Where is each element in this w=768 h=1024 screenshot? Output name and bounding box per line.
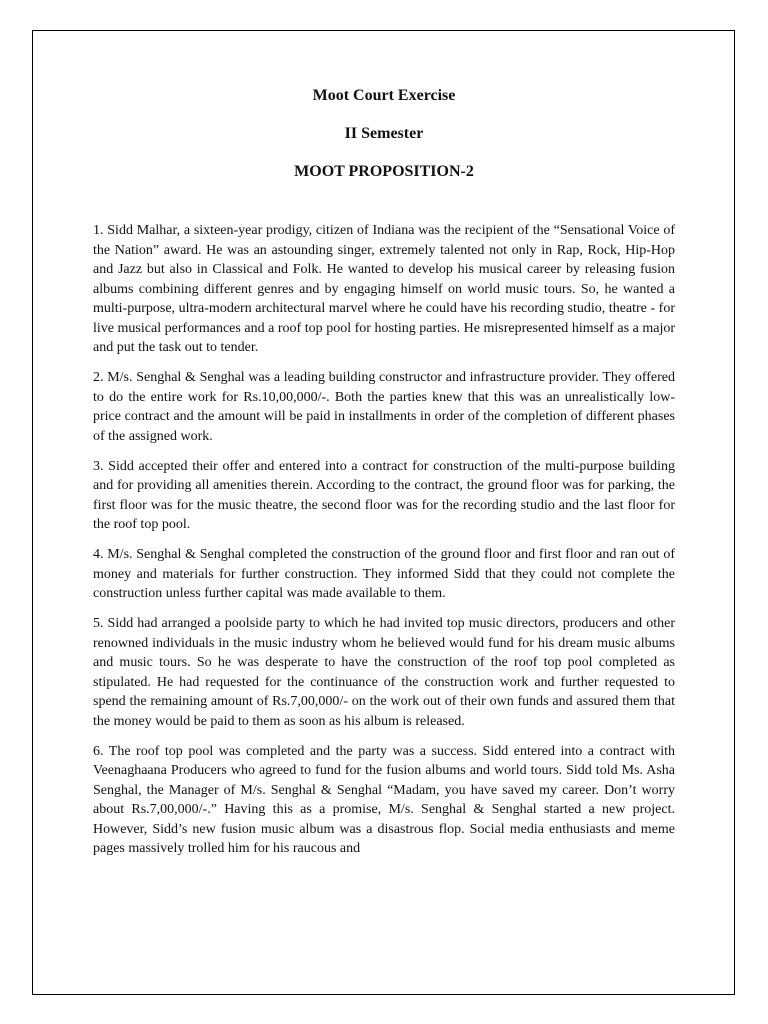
proposition-heading: MOOT PROPOSITION-2 — [294, 163, 474, 180]
paragraph-2: 2. M/s. Senghal & Senghal was a leading building constructor and infrastructure provider. They offered to do the entire work for Rs.10,00,000/-. Both the parties knew that this was an unrealistically low-price contract and the amount will be paid in installments in order of the completion of different phases of the assigned work. — [93, 370, 675, 444]
document-title: Moot Court Exercise — [312, 87, 456, 104]
semester-heading: II Semester — [344, 125, 424, 142]
paragraph-3: 3. Sidd accepted their offer and entered into a contract for construction of the multi-purpose building and for providing all amenities therein. According to the contract, the ground floor was for parking, the first floor was for the music theatre, the second floor was for the recording studio and the last floor for the roof top pool. — [93, 458, 675, 532]
paragraph-6: 6. The roof top pool was completed and the party was a success. Sidd entered into a contract with Veenaghaana Producers who agreed to fund for the fusion albums and world tours. Sidd told Ms. Asha Senghal, the Manager of M/s. Senghal & Senghal “Madam, you have saved my career. Don’t worry about Rs.7,00,000/-.” Having this as a promise, M/s. Senghal & Senghal started a new project. However, Sidd’s new fusion music album was a disastrous flop. Social media enthusiasts and meme pages massively trolled him for his raucous and — [93, 743, 675, 856]
document-body — [93, 221, 675, 869]
paragraph-1: 1. Sidd Malhar, a sixteen-year prodigy, citizen of Indiana was the recipient of the “Sensational Voice of the Nation” award. He was an astounding singer, extremely talented not only in Rap, Rock, Hip-Hop and Jazz but also in Classical and Folk. He wanted to develop his musical career by releasing fusion albums combining different genres and by engaging himself on world music tours. So, he wanted a multi-purpose, ultra-modern architectural marvel where he could have his recording studio, theatre - for live musical performances and a roof top pool for hosting parties. He misrepresented himself as a major and put the task out to tender. — [93, 223, 675, 355]
heading-block — [0, 86, 768, 200]
paragraph-5: 5. Sidd had arranged a poolside party to which he had invited top music directors, producers and other renowned individuals in the music industry whom he believed would fund for his dream music albums and music tours. So he was desperate to have the construction of the roof top pool completed as stipulated. He had requested for the continuance of the construction work and further requested to spend the remaining amount of Rs.7,00,000/- on the work out of their own funds and assured them that the money would be paid to them as soon as his album is released. — [93, 616, 675, 729]
paragraph-4: 4. M/s. Senghal & Senghal completed the construction of the ground floor and first floor and ran out of money and materials for further construction. They informed Sidd that they could not complete the construction unless further capital was made available to them. — [93, 547, 675, 601]
